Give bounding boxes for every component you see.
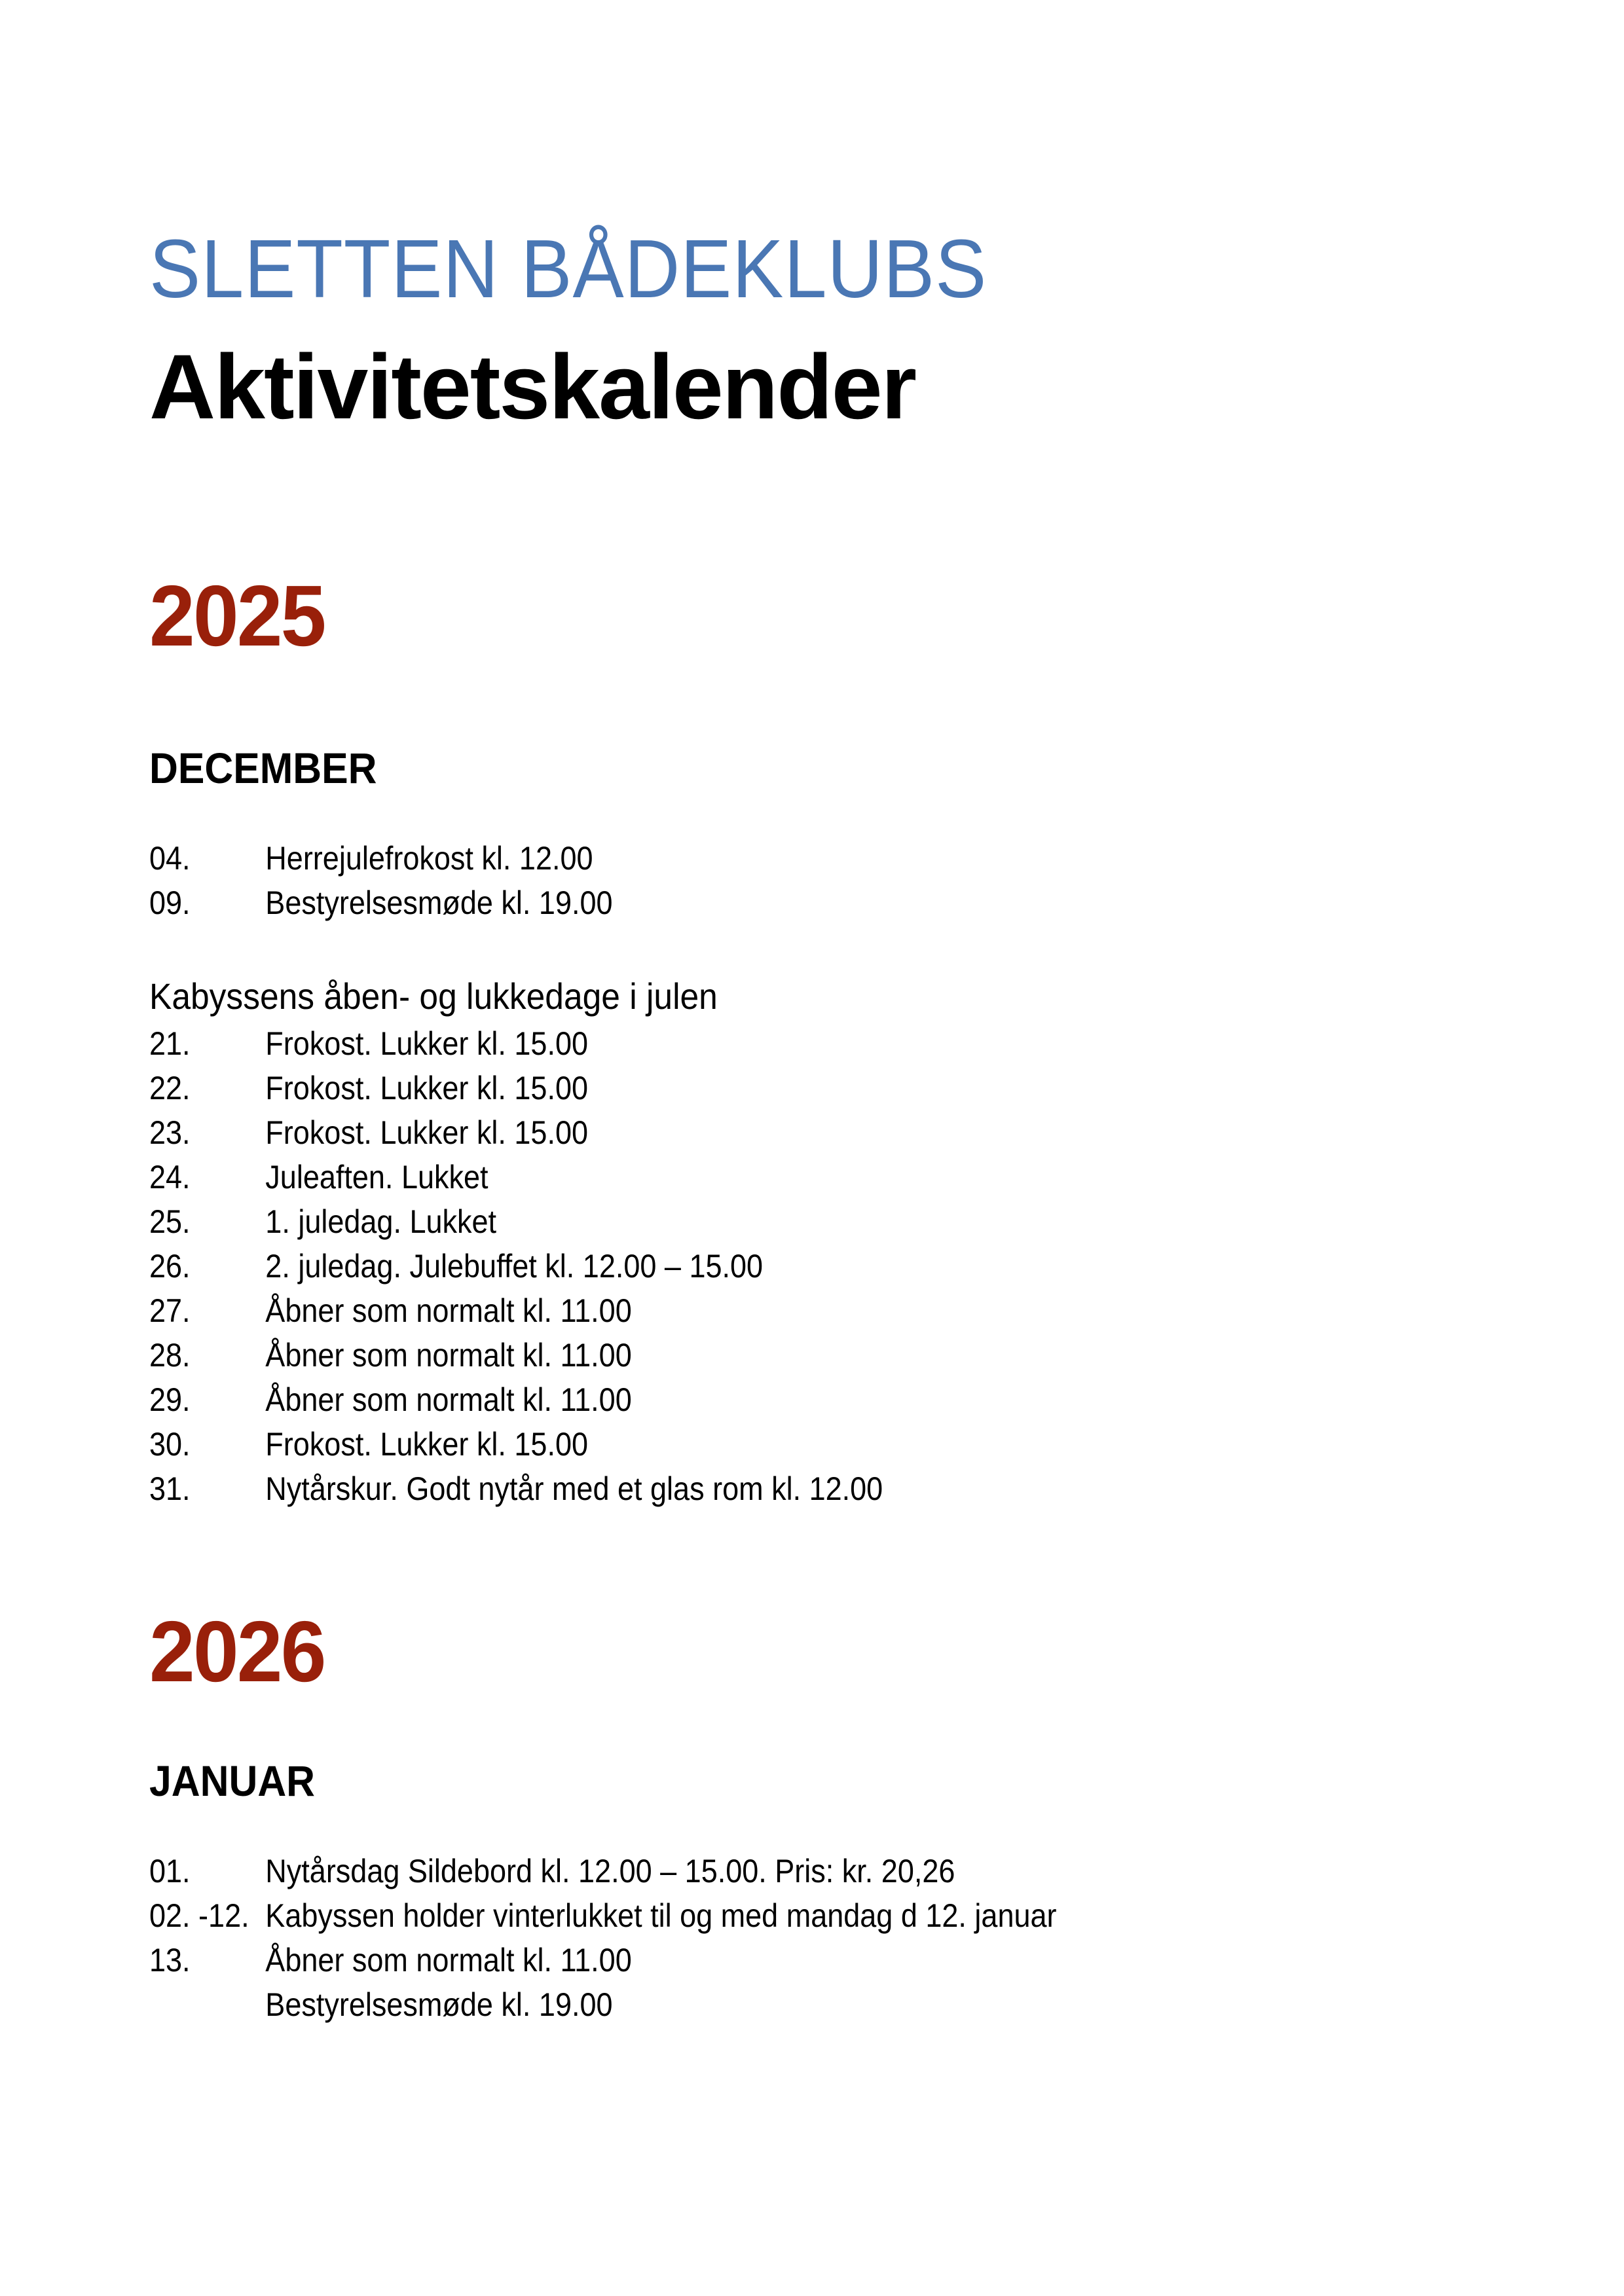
month-heading-december: DECEMBER: [149, 744, 377, 792]
list-item: [149, 881, 613, 925]
entry-text: Frokost. Lukker kl. 15.00: [265, 1114, 589, 1151]
list-item: [149, 1288, 883, 1333]
entry-date: 04.: [149, 840, 191, 877]
entry-text: Åbner som normalt kl. 11.00: [265, 1337, 632, 1374]
list-item: [149, 1021, 883, 1066]
list-item: [149, 1849, 1057, 1893]
entry-text: Frokost. Lukker kl. 15.00: [265, 1426, 589, 1463]
entry-date: 22.: [149, 1070, 191, 1106]
page-title: Aktivitetskalender: [149, 335, 916, 438]
entry-text: Nytårsdag Sildebord kl. 12.00 – 15.00. Pris: kr. 20,26: [265, 1853, 955, 1889]
christmas-entries: [149, 1021, 883, 1511]
month-heading-januar: JANUAR: [149, 1757, 316, 1805]
list-item: [149, 1066, 883, 1110]
list-item: [149, 1110, 883, 1155]
entry-date: 24.: [149, 1159, 191, 1195]
entry-text: Åbner som normalt kl. 11.00: [265, 1292, 632, 1329]
entry-date: 27.: [149, 1292, 191, 1329]
entry-date: 23.: [149, 1114, 191, 1151]
december-entries: [149, 836, 613, 925]
year-heading-2026: 2026: [149, 1603, 325, 1700]
list-item: [149, 1244, 883, 1288]
year-heading-2025: 2025: [149, 568, 325, 664]
entry-date: [149, 1982, 265, 2027]
entry-text: Frokost. Lukker kl. 15.00: [265, 1070, 589, 1106]
entry-text: Juleaften. Lukket: [265, 1159, 489, 1195]
list-item: [149, 1467, 883, 1511]
entry-date: 01.: [149, 1853, 191, 1889]
entry-text: Åbner som normalt kl. 11.00: [265, 1942, 632, 1978]
entry-text: Frokost. Lukker kl. 15.00: [265, 1025, 589, 1062]
list-item: [149, 1199, 883, 1244]
list-item: [149, 1893, 1057, 1938]
subsection-heading: Kabyssens åben- og lukkedage i julen: [149, 975, 718, 1017]
januar-entries: [149, 1849, 1057, 2027]
entry-date: 21.: [149, 1025, 191, 1062]
list-item: [149, 1422, 883, 1467]
entry-date: 25.: [149, 1203, 191, 1240]
entry-date: 26.: [149, 1248, 191, 1285]
entry-text: Nytårskur. Godt nytår med et glas rom kl. 12.00: [265, 1470, 883, 1507]
entry-text: Åbner som normalt kl. 11.00: [265, 1381, 632, 1418]
list-item: [149, 836, 613, 881]
entry-text: Herrejulefrokost kl. 12.00: [265, 840, 593, 877]
entry-date: 31.: [149, 1470, 191, 1507]
entry-text: Kabyssen holder vinterlukket til og med mandag d 12. januar: [265, 1897, 1057, 1934]
list-item: [149, 1982, 1057, 2027]
list-item: [149, 1155, 883, 1199]
entry-date: 13.: [149, 1942, 191, 1978]
entry-text: Bestyrelsesmøde kl. 19.00: [265, 1986, 613, 2023]
entry-date: 09.: [149, 884, 191, 921]
entry-text: Bestyrelsesmøde kl. 19.00: [265, 884, 613, 921]
entry-date: 02. -12.: [149, 1897, 249, 1934]
entry-date: 29.: [149, 1381, 191, 1418]
club-name: SLETTEN BÅDEKLUBS: [149, 223, 987, 315]
entry-text: 2. juledag. Julebuffet kl. 12.00 – 15.00: [265, 1248, 764, 1285]
list-item: [149, 1333, 883, 1377]
entry-date: 28.: [149, 1337, 191, 1374]
entry-text: 1. juledag. Lukket: [265, 1203, 497, 1240]
list-item: [149, 1377, 883, 1422]
entry-date: 30.: [149, 1426, 191, 1463]
list-item: [149, 1938, 1057, 1982]
